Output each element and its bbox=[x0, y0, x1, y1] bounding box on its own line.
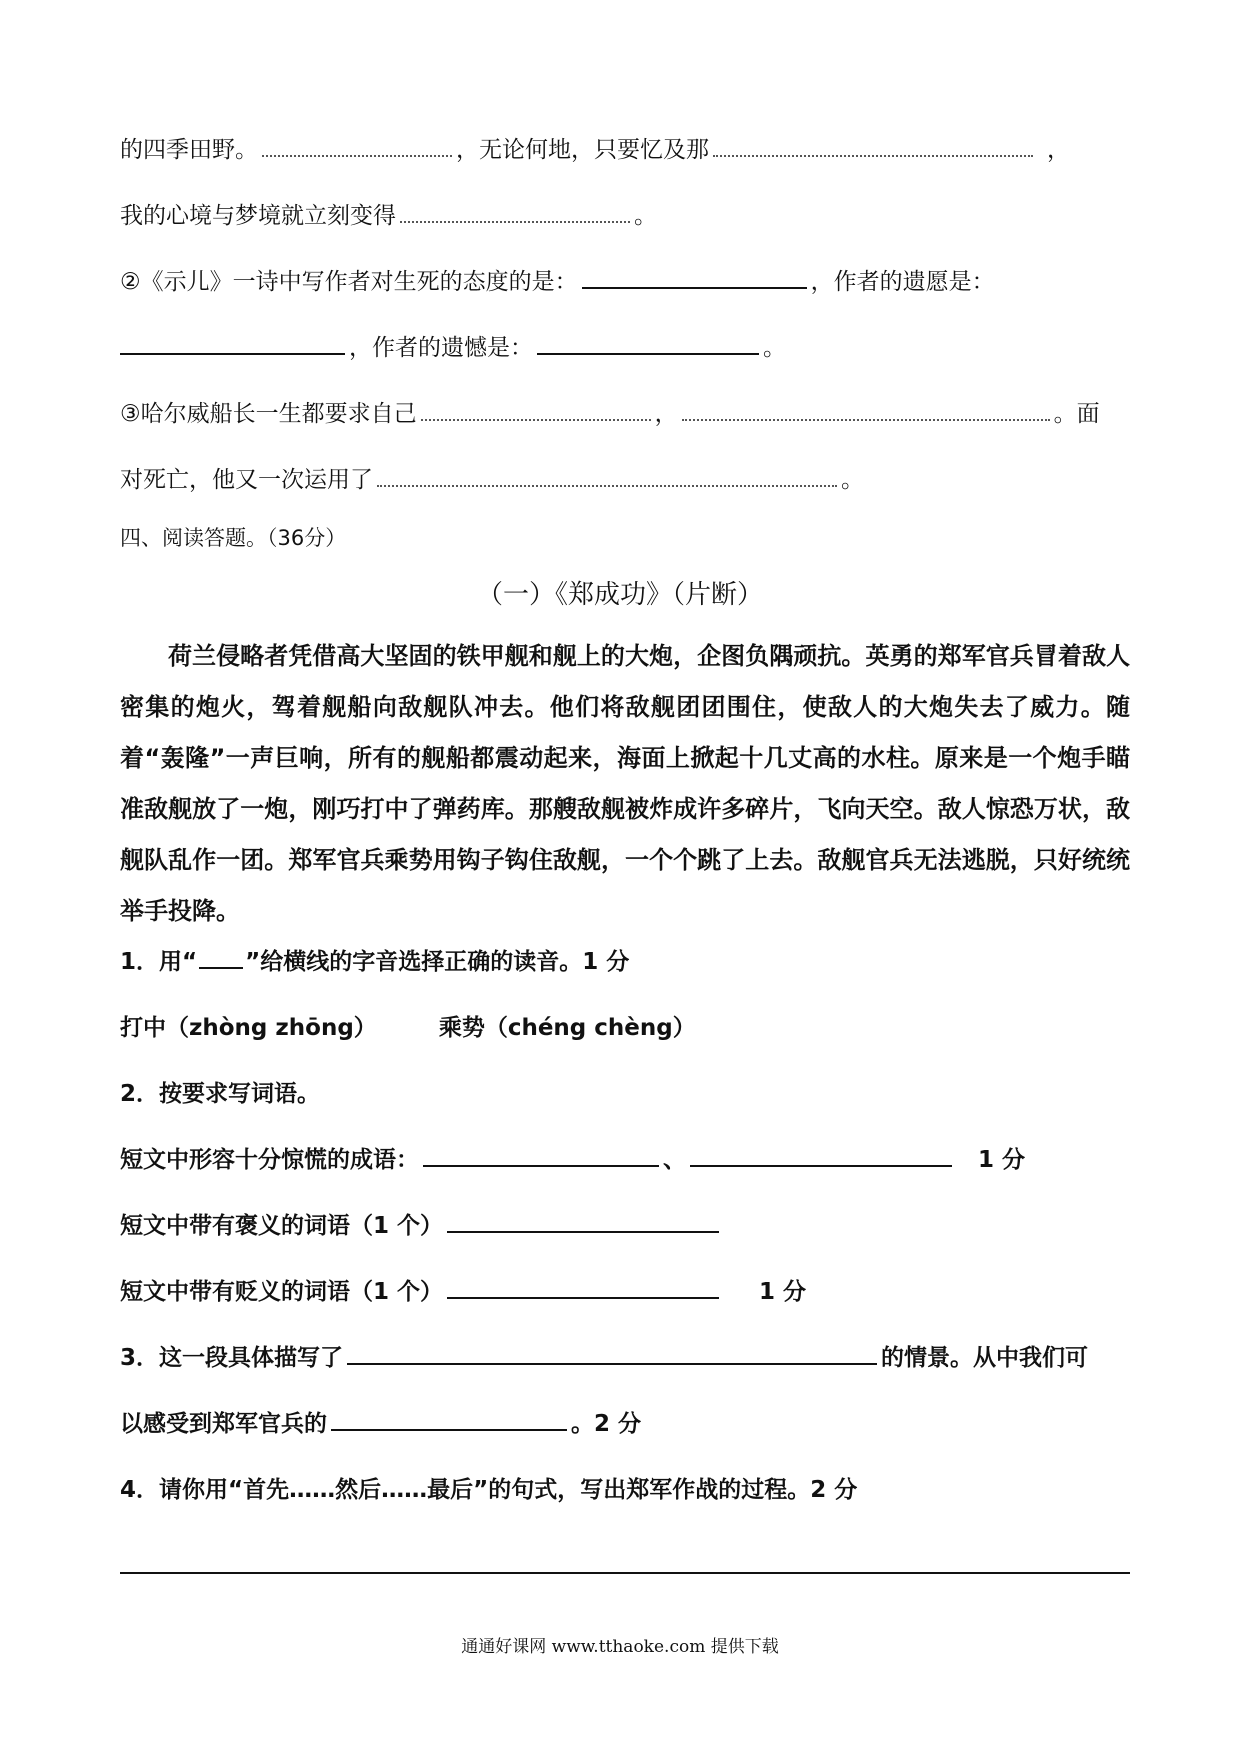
answer-blank[interactable] bbox=[377, 484, 837, 487]
question-3 bbox=[120, 1341, 1088, 1375]
fill-text: ， bbox=[1047, 137, 1070, 163]
fill-line-5 bbox=[120, 397, 1100, 431]
answer-blank[interactable] bbox=[347, 1362, 877, 1365]
question-2: 2．按要求写词语。 bbox=[120, 1081, 321, 1107]
question-text: ”给横线的字音选择正确的读音。1 分 bbox=[245, 949, 630, 975]
answer-blank[interactable] bbox=[582, 286, 807, 289]
answer-blank[interactable] bbox=[447, 1296, 719, 1299]
fill-text: ，作者的遗憾是： bbox=[349, 335, 533, 361]
question-2-line-3 bbox=[120, 1275, 806, 1309]
fill-line-4 bbox=[120, 331, 786, 365]
answer-blank[interactable] bbox=[447, 1230, 719, 1233]
question-1-options bbox=[120, 1011, 696, 1045]
fill-text: 我的心境与梦境就立刻变得 bbox=[120, 203, 396, 229]
fill-text: ②《示儿》一诗中写作者对生死的态度的是： bbox=[120, 269, 578, 295]
fill-line-2 bbox=[120, 199, 657, 233]
answer-blank[interactable] bbox=[682, 418, 1050, 421]
question-2-line-1 bbox=[120, 1143, 1025, 1177]
question-text: 1．用“ bbox=[120, 949, 198, 975]
passage-title: （一）《郑成功》（片断） bbox=[476, 580, 763, 610]
question-text: 短文中带有褒义的词语（1 个） bbox=[120, 1213, 444, 1239]
answer-line[interactable] bbox=[120, 1572, 1130, 1574]
score-label: 1 分 bbox=[759, 1279, 807, 1305]
question-text: 3．这一段具体描写了 bbox=[120, 1345, 344, 1371]
answer-blank[interactable] bbox=[690, 1164, 952, 1167]
reading-passage: 荷兰侵略者凭借高大坚固的铁甲舰和舰上的大炮，企图负隅顽抗。英勇的郑军官兵冒着敌人密集的炮火，驾着舰船向敌舰队冲去。他们将敌舰团团围住，使敌人的大炮失去了威力。随着“轰隆”一声巨响，所有的舰船都震动起来，海面上掀起十几丈高的水柱。原来是一个炮手瞄准敌舰放了一炮，刚巧打中了弹药库。那艘敌舰被炸成许多碎片，飞向天空。敌人惊恐万状，敌舰队乱作一团。郑军官兵乘势用钩子钩住敌舰，一个个跳了上去。敌舰官兵无法逃脱，只好统统举手投降。 bbox=[120, 642, 1130, 925]
fill-text: 的四季田野。 bbox=[120, 137, 258, 163]
sample-underline bbox=[199, 966, 243, 969]
page-footer: 通通好课网 www.tthaoke.com 提供下载 bbox=[461, 1637, 779, 1657]
fill-line-6 bbox=[120, 463, 864, 497]
question-3-line-2 bbox=[120, 1407, 641, 1441]
answer-blank[interactable] bbox=[423, 1164, 659, 1167]
question-text: 短文中带有贬义的词语（1 个） bbox=[120, 1279, 444, 1305]
question-text: 。2 分 bbox=[571, 1411, 642, 1437]
fill-text: 对死亡，他又一次运用了 bbox=[120, 467, 373, 493]
question-1 bbox=[120, 945, 629, 979]
fill-text: 。 bbox=[841, 467, 864, 493]
score-label: 1 分 bbox=[978, 1147, 1026, 1173]
answer-blank[interactable] bbox=[537, 352, 759, 355]
question-4: 4．请你用“首先……然后……最后”的句式，写出郑军作战的过程。2 分 bbox=[120, 1477, 858, 1503]
fill-line-3 bbox=[120, 265, 995, 299]
fill-text: ，无论何地，只要忆及那 bbox=[456, 137, 709, 163]
answer-blank[interactable] bbox=[421, 418, 651, 421]
fill-text: ③哈尔威船长一生都要求自己 bbox=[120, 401, 417, 427]
section-heading: 四、阅读答题。（36分） bbox=[120, 526, 347, 550]
question-text: 的情景。从中我们可 bbox=[881, 1345, 1089, 1371]
question-2-line-2 bbox=[120, 1209, 723, 1243]
fill-text: ，作者的遗愿是： bbox=[810, 269, 995, 295]
answer-blank[interactable] bbox=[400, 220, 630, 223]
answer-blank[interactable] bbox=[713, 154, 1033, 157]
fill-text: ， bbox=[654, 401, 678, 427]
pinyin-option-dazhong[interactable]: 打中（zhòng zhōng） bbox=[120, 1015, 377, 1041]
fill-line-1 bbox=[120, 133, 1070, 167]
fill-text: 。 bbox=[763, 335, 786, 361]
answer-blank[interactable] bbox=[331, 1428, 567, 1431]
question-text: 以感受到郑军官兵的 bbox=[120, 1411, 327, 1437]
question-text: 短文中形容十分惊慌的成语： bbox=[120, 1147, 419, 1173]
question-text: 、 bbox=[663, 1147, 686, 1173]
fill-text: 。面 bbox=[1053, 401, 1100, 427]
pinyin-option-chengshi[interactable]: 乘势（chéng chèng） bbox=[438, 1015, 696, 1041]
fill-text: 。 bbox=[634, 203, 657, 229]
answer-blank[interactable] bbox=[120, 352, 345, 355]
answer-blank[interactable] bbox=[262, 154, 452, 157]
